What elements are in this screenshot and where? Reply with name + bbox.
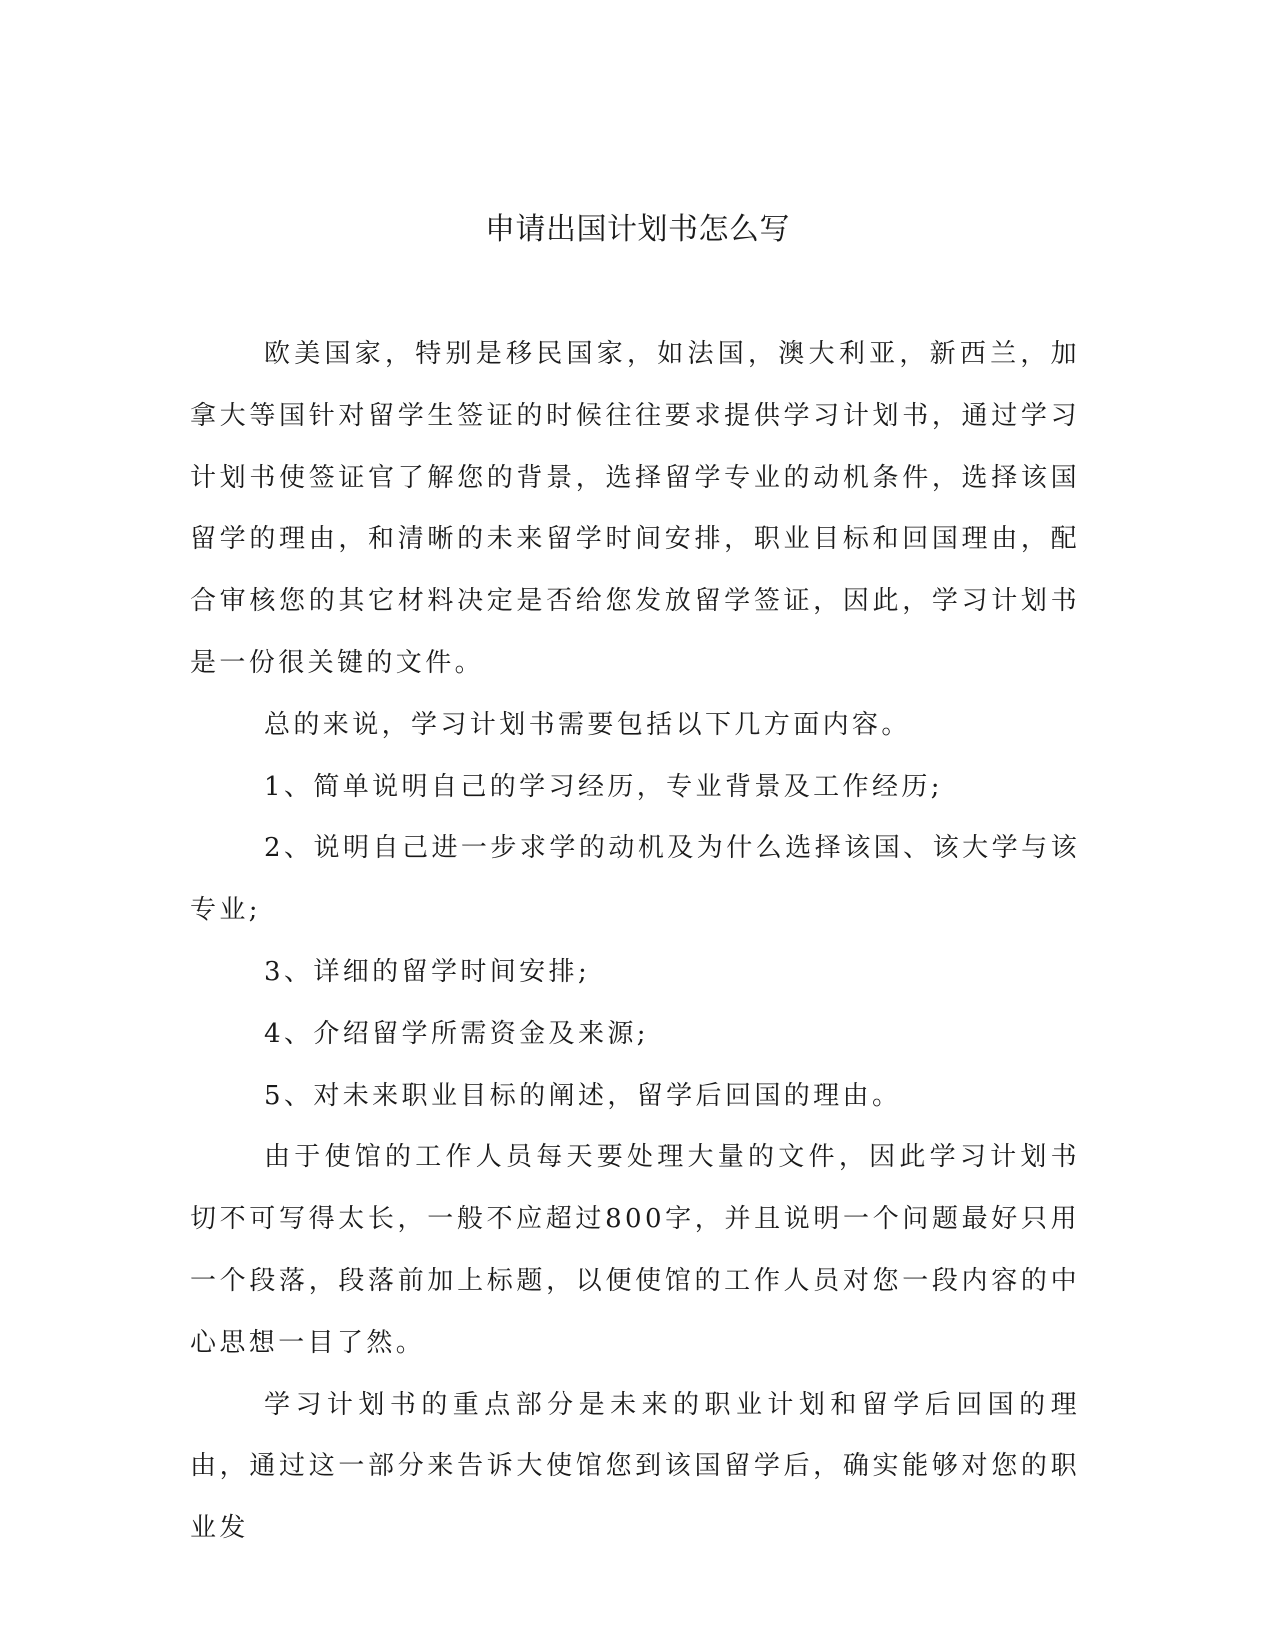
document-title: 申请出国计划书怎么写	[485, 212, 790, 247]
list-item-5: 5、对未来职业目标的阐述，留学后回国的理由。	[264, 1080, 902, 1111]
paragraph-summary: 总的来说，学习计划书需要包括以下几方面内容。	[264, 709, 911, 740]
list-item-3: 3、详细的留学时间安排;	[264, 956, 591, 987]
list-item-2: 2、说明自己进一步求学的动机及为什么选择该国、该大学与该专业;	[190, 833, 1080, 926]
list-item-4: 4、介绍留学所需资金及来源;	[264, 1018, 649, 1049]
paragraph-key-section: 学习计划书的重点部分是未来的职业计划和留学后回国的理由，通过这一部分来告诉大使馆您到该国留学后，确实能够对您的职业发	[190, 1389, 1080, 1544]
document-body	[190, 324, 1080, 1560]
paragraph-intro: 欧美国家，特别是移民国家，如法国，澳大利亚，新西兰，加拿大等国针对留学生签证的时候往往要求提供学习计划书，通过学习计划书使签证官了解您的背景，选择留学专业的动机条件，选择该国留学的理由，和清晰的未来留学时间安排，职业目标和回国理由，配合审核您的其它材料决定是否给您发放留学签证，因此，学习计划书是一份很关键的文件。	[190, 339, 1080, 678]
paragraph-length-advice: 由于使馆的工作人员每天要处理大量的文件，因此学习计划书切不可写得太长，一般不应超过800字，并且说明一个问题最好只用一个段落，段落前加上标题，以便使馆的工作人员对您一段内容的中心思想一目了然。	[190, 1142, 1080, 1358]
list-item-1: 1、简单说明自己的学习经历，专业背景及工作经历;	[264, 771, 943, 802]
